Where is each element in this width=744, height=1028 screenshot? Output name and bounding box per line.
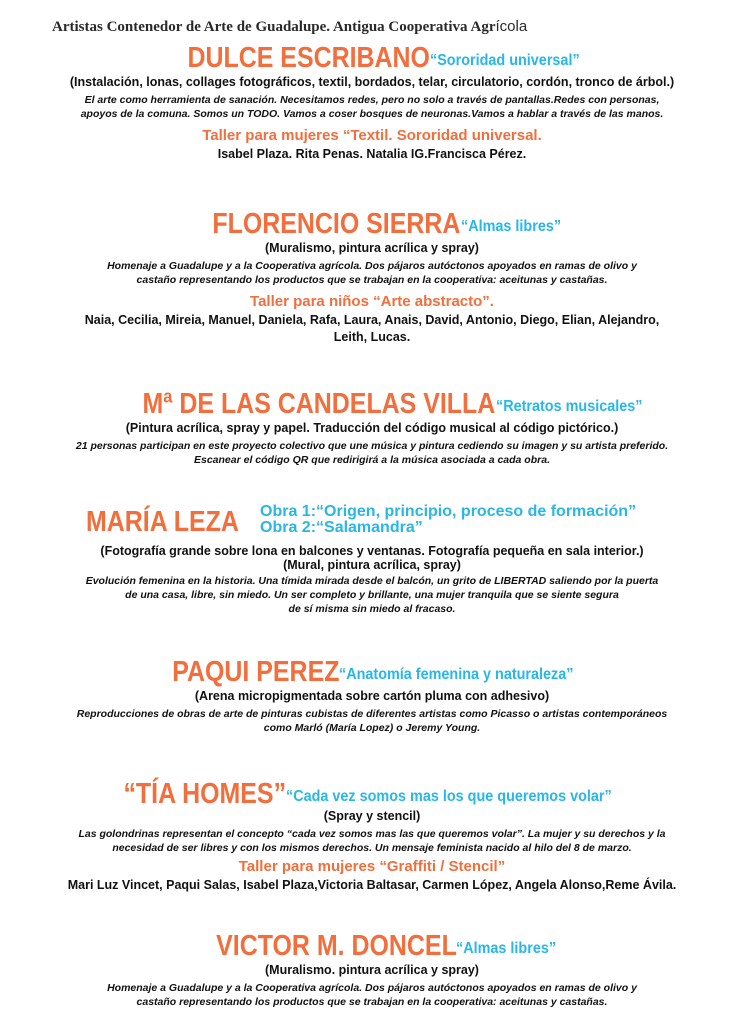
artwork-technique: (Spray y stencil) [323, 809, 421, 823]
artwork-title-1: Obra 1:“Origen, principio, proceso de formación” [260, 503, 637, 520]
artwork-title-2: Obra 2:“Salamandra” [260, 519, 423, 536]
workshop-participants: Isabel Plaza. Rita Penas. Natalia IG.Francisca Pérez. [217, 147, 527, 161]
artwork-description: Reproducciones de obras de arte de pinturas cubistas de diferentes artistas como Picasso o artistas contemporáneos como Marló (María Lopez) o Jeremy Young. [76, 708, 668, 734]
artwork-technique: (Pintura acrílica, spray y papel. Traducción del código musical al código pictórico.) [125, 421, 619, 435]
artist-entry-sierra [0, 210, 744, 346]
artwork-title: “Cada vez somos mas los que queremos volar” [285, 788, 612, 805]
artist-name: DULCE ESCRIBANO [187, 42, 430, 74]
artwork-title: “Almas libres” [456, 940, 557, 957]
workshop-participants: Mari Luz Vincet, Paqui Salas, Isabel Plaza,Victoria Baltasar, Carmen López, Angela Alonso,Reme Ávila. [67, 878, 677, 892]
artist-name: MARÍA LEZA [86, 506, 239, 538]
artwork-technique: (Arena micropigmentada sobre cartón pluma con adhesivo) [194, 689, 550, 703]
artist-entry-homes [0, 780, 744, 894]
artwork-title: “Retratos musicales” [495, 398, 643, 415]
artwork-description: Evolución femenina en la historia. Una tímida mirada desde el balcón, un grito de LIBERTAD saliendo por la puerta de una casa, libre, sin miedo. Un ser completo y brillante, una mujer tranquila que se siente segura de sí misma sin miedo al fracaso. [85, 575, 659, 615]
artist-entry-escribano [0, 44, 744, 163]
workshop-title: Taller para mujeres “Textil. Sororidad universal. [202, 127, 542, 144]
artist-entry-leza-title [0, 504, 744, 544]
artwork-technique: (Muralismo, pintura acrílica y spray) [265, 241, 479, 255]
artwork-title: “Almas libres” [460, 218, 561, 235]
artwork-title: “Sororidad universal” [429, 52, 580, 69]
header-title: Artistas Contenedor de Arte de Guadalupe. Antigua Cooperativa Agr [52, 19, 496, 35]
artist-entry-perez [0, 658, 744, 735]
artwork-description: Homenaje a Guadalupe y a la Cooperativa agrícola. Dos pájaros autóctonos apoyados en ramas de olivo y castaño representando los productos que se trabajan en la cooperativa: aceitunas y castañas. [107, 260, 637, 286]
artist-name: FLORENCIO SIERRA [212, 208, 461, 240]
artist-name: PAQUI PEREZ [171, 656, 339, 688]
artwork-technique-2: (Mural, pintura acrílica, spray) [283, 558, 461, 572]
artwork-technique-1: (Fotografía grande sobre lona en balcones y ventanas. Fotografía pequeña en sala interior.) [100, 544, 644, 558]
workshop-title: Taller para mujeres “Graffiti / Stencil” [238, 858, 506, 875]
header-title-tail: ícola [495, 18, 528, 35]
artwork-titles [260, 504, 636, 536]
artwork-title: “Anatomía femenina y naturaleza” [338, 666, 574, 683]
workshop-participants: Naia, Cecilia, Mireia, Manuel, Daniela, Rafa, Laura, Anais, David, Antonio, Diego, Elian, Alejandro, Leith, Lucas. [84, 313, 660, 344]
artist-name: Mª DE LAS CANDELAS VILLA [142, 388, 496, 420]
artwork-description: El arte como herramienta de sanación. Necesitamos redes, pero no solo a través de pantallas.Redes con personas, apoyos de la comuna. Somos un TODO. Vamos a coser bosques de neuronas.Vamos a hablar a través de las manos. [80, 94, 664, 120]
artwork-technique: (Instalación, lonas, collages fotográficos, textil, bordados, telar, circulatorio, cordón, tronco de árbol.) [69, 75, 675, 89]
artwork-description: Las golondrinas representan el concepto “cada vez somos mas las que queremos volar”. La mujer y su derechos y la necesidad de ser libres y con los mismos derechos. Un mensaje feminista nacido al hilo del 8 de marzo. [78, 828, 666, 854]
artist-entry-leza [0, 544, 744, 616]
artist-entry-villa [0, 390, 744, 467]
artist-name: “TÍA HOMES” [122, 778, 286, 810]
artist-entry-doncel [0, 932, 744, 1009]
artwork-description: 21 personas participan en este proyecto colectivo que une música y pintura cediendo su imagen y su artista preferido. Escanear el código QR que redirigirá a la música asociada a cada obra. [75, 440, 669, 466]
workshop-title: Taller para niños “Arte abstracto”. [250, 293, 494, 310]
page-header [52, 18, 732, 36]
artwork-description: Homenaje a Guadalupe y a la Cooperativa agrícola. Dos pájaros autóctonos apoyados en ramas de olivo y castaño representando los productos que se trabajan en la cooperativa: aceitunas y castañas. [107, 982, 637, 1008]
artist-name: VICTOR M. DONCEL [215, 930, 457, 962]
artwork-technique: (Muralismo. pintura acrílica y spray) [265, 963, 479, 977]
